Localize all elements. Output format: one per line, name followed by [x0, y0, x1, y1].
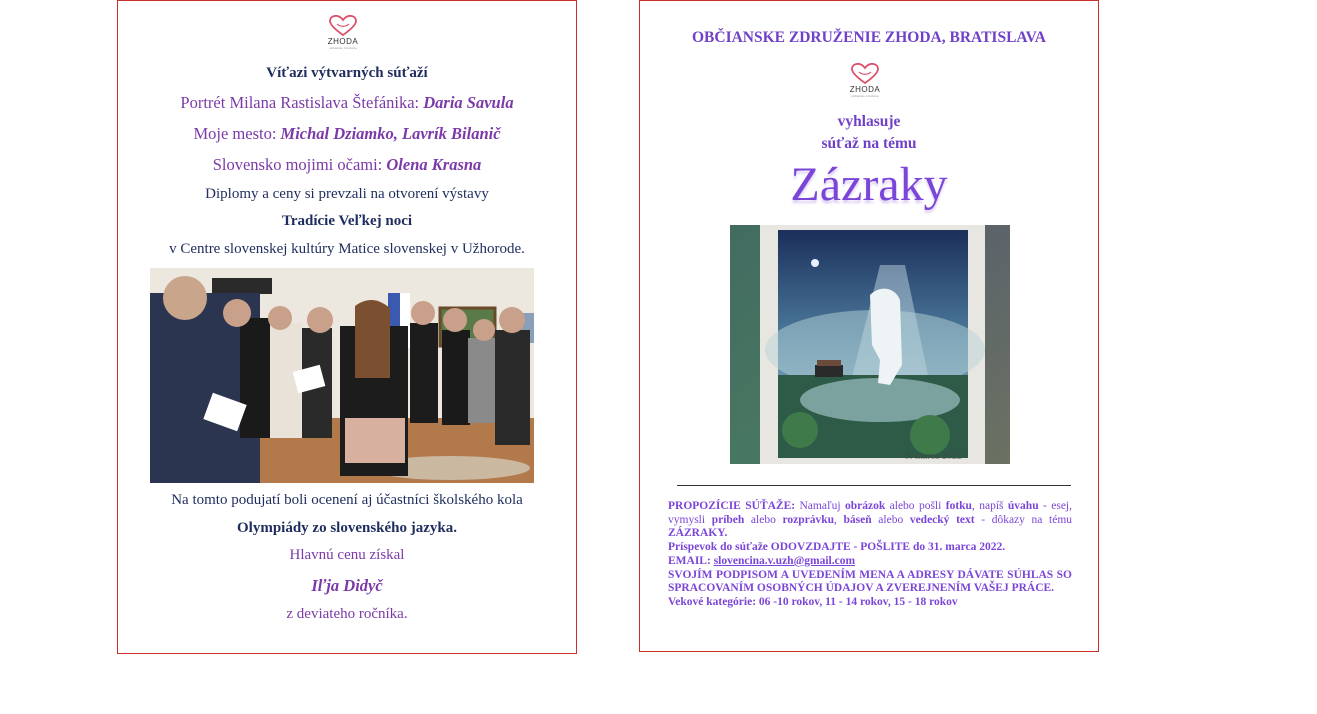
winner-name: Daria Savula [423, 93, 514, 112]
consent-text: SVOJÍM PODPISOM A UVEDENÍM MENA A ADRESY DÁVATE SÚHLAS SO SPRACOVANÍM OSOBNÝCH ÚDAJOV A ZVEREJNENÍM VAŠEJ PRÁCE. [668, 568, 1072, 595]
heart-logo-icon [851, 63, 879, 85]
winner-category: Moje mesto: [193, 124, 281, 143]
rules-text-part: obrázok [844, 500, 886, 512]
rules-text-part: Namaľuj [795, 500, 845, 512]
logo-subtitle: občianske združenie [329, 46, 357, 50]
winner-line-1 [118, 93, 576, 113]
winner-name: Olena Krasna [386, 155, 482, 174]
logo-subtitle: občianske združenie [851, 94, 879, 98]
announces-line: vyhlasuje [837, 113, 901, 130]
topic-line: súťaž na tému [821, 135, 917, 152]
heart-logo-icon [329, 15, 357, 37]
right-page [639, 0, 1099, 652]
rules-text-part: alebo pošli [885, 500, 946, 512]
deadline-text: Príspevok do súťaže ODOVZDAJTE - POŠLITE do 31. marca 2022. [668, 541, 1006, 554]
zhoda-logo [845, 63, 885, 98]
consent-line [668, 569, 1072, 596]
rules-text-part: alebo [871, 513, 910, 526]
winner-line-2 [118, 124, 576, 144]
rules-text-part: alebo [744, 513, 783, 526]
email-label: EMAIL: [668, 554, 714, 567]
ceremony-photo [150, 268, 534, 483]
deadline-line [668, 541, 1072, 555]
rules-text-part: vedecký text [909, 513, 975, 526]
rules-label: PROPOZÍCIE SÚŤAŽE: [668, 500, 796, 512]
email-line [668, 555, 1072, 569]
left-page [117, 0, 577, 654]
painting-caption: 9. marca 2022 [905, 451, 962, 462]
olympiad-line: Na tomto podujatí boli ocenení aj účastníci školského kola [171, 492, 523, 508]
main-prize-line: Hlavnú cenu získal [289, 547, 405, 563]
rules-text-part: , napíš [971, 500, 1008, 512]
age-categories-line [668, 596, 1072, 610]
rules-paragraph [668, 500, 1072, 541]
separator-line [677, 485, 1071, 486]
winner-line-3 [118, 155, 576, 175]
contest-title: Zázraky [790, 158, 948, 211]
rules-text-part: - dôkazy na tému [974, 513, 1073, 526]
contest-rules [668, 500, 1072, 610]
email-link[interactable]: slovencina.v.uzh@gmail.com [713, 554, 856, 567]
zhoda-logo [323, 15, 363, 50]
winner-name: Michal Dziamko, Lavrík Bilanič [280, 124, 501, 143]
rules-text-part: ZÁZRAKY. [668, 527, 728, 540]
winners-heading: Víťazi výtvarných súťaží [266, 65, 428, 81]
rules-text-part: , [834, 513, 844, 526]
rules-text-part: báseň [843, 513, 872, 526]
grade-line: z deviateho ročníka. [286, 606, 408, 622]
venue-line: v Centre slovenskej kultúry Matice slovenskej v Užhorode. [169, 241, 525, 257]
rules-text-part: - esej, vymysli [668, 500, 1072, 526]
main-prize-winner: Iľja Didyč [311, 576, 383, 595]
winner-category: Portrét Milana Rastislava Štefánika: [180, 93, 424, 112]
rules-text-part: úvahu [1007, 500, 1039, 512]
winner-category: Slovensko mojimi očami: [212, 155, 387, 174]
olympiad-name: Olympiády zo slovenského jazyka. [236, 520, 458, 536]
organization-title: OBČIANSKE ZDRUŽENIE ZHODA, BRATISLAVA [691, 29, 1046, 46]
logo-wordmark: ZHODA [849, 85, 881, 94]
diploma-line: Diplomy a ceny si prevzali na otvorení výstavy [205, 186, 489, 202]
age-categories: Vekové kategórie: 06 -10 rokov, 11 - 14 rokov, 15 - 18 rokov [668, 595, 958, 608]
rules-text-part: príbeh [711, 513, 745, 526]
painting-photo [730, 225, 1010, 464]
exhibition-name: Tradície Veľkej noci [281, 213, 413, 229]
rules-text-part: rozprávku [782, 513, 835, 526]
rules-text-part: fotku [945, 500, 972, 512]
logo-wordmark: ZHODA [327, 37, 359, 46]
